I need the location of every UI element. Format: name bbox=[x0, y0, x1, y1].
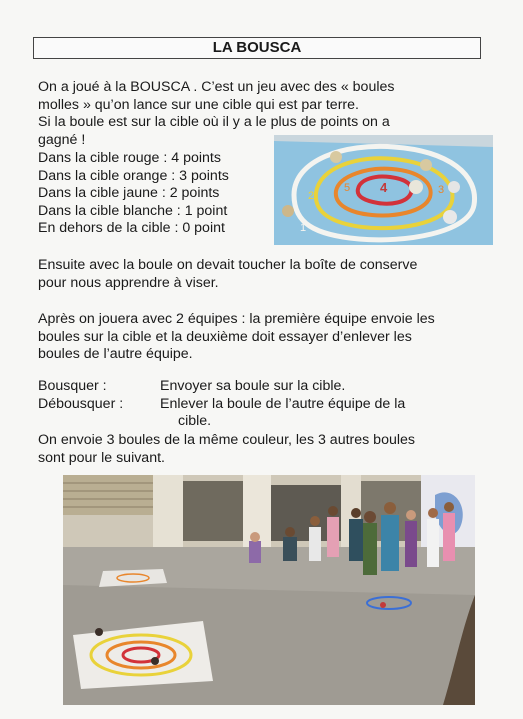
text-line: On a joué à la BOUSCA . C’est un jeu avec des « boules bbox=[38, 79, 395, 95]
rule-outside: En dehors de la cible : 0 point bbox=[38, 220, 225, 237]
paragraph-aim bbox=[38, 257, 417, 292]
text-line: sont pour le suivant. bbox=[38, 449, 165, 466]
ball-icon bbox=[448, 181, 460, 193]
ball-icon bbox=[330, 151, 342, 163]
definition-text: Envoyer sa boule sur la cible. bbox=[160, 378, 346, 394]
text-line: Si la boule est sur la cible où il y a le plus de points on a bbox=[38, 114, 390, 131]
definition-debousquer bbox=[38, 396, 405, 414]
text-line: boules de l’autre équipe. bbox=[38, 346, 193, 363]
text-line: Ensuite avec la boule on devait toucher la boîte de conserve bbox=[38, 257, 418, 273]
target-number-4: 4 bbox=[380, 180, 388, 195]
paragraph-balls bbox=[38, 432, 415, 467]
target-number-3: 3 bbox=[438, 184, 445, 196]
term-debousquer: Débousquer : bbox=[38, 395, 124, 412]
ball-icon bbox=[282, 205, 294, 217]
ball-icon bbox=[151, 657, 159, 665]
definitions bbox=[38, 378, 405, 431]
text-line: boules sur la cible et la deuxième doit essayer d’enlever les bbox=[38, 328, 412, 345]
ball-icon bbox=[420, 159, 432, 171]
rule-yellow: Dans la cible jaune : 2 points bbox=[38, 185, 220, 202]
ball-icon bbox=[95, 628, 103, 636]
rule-white: Dans la cible blanche : 1 point bbox=[38, 202, 228, 219]
scoring-rules bbox=[38, 150, 229, 238]
ball-icon bbox=[409, 180, 423, 194]
paragraph-teams bbox=[38, 311, 435, 364]
playground-photo bbox=[63, 475, 475, 705]
page-title: LA BOUSCA bbox=[33, 37, 481, 59]
target-photo bbox=[274, 135, 493, 245]
target-number-2: 2 bbox=[308, 190, 315, 202]
definition-text: Enlever la boule de l’autre équipe de la bbox=[160, 395, 406, 412]
term-bousquer: Bousquer : bbox=[38, 378, 107, 394]
text-line: molles » qu’on lance sur une cible qui est par terre. bbox=[38, 96, 359, 113]
definition-bousquer bbox=[38, 378, 405, 396]
rule-red: Dans la cible rouge : 4 points bbox=[38, 150, 221, 166]
definition-text-cont: cible. bbox=[178, 413, 212, 430]
text-line: pour nous apprendre à viser. bbox=[38, 274, 219, 291]
text-line: Après on jouera avec 2 équipes : la première équipe envoie les bbox=[38, 311, 435, 327]
ball-icon bbox=[443, 210, 457, 224]
text-line: gagné ! bbox=[38, 131, 86, 148]
ball-icon bbox=[380, 602, 386, 608]
target-number-1: 1 bbox=[300, 222, 307, 234]
target-number-5: 5 bbox=[344, 182, 351, 194]
text-line: On envoie 3 boules de la même couleur, les 3 autres boules bbox=[38, 432, 415, 448]
rule-orange: Dans la cible orange : 3 points bbox=[38, 167, 229, 184]
